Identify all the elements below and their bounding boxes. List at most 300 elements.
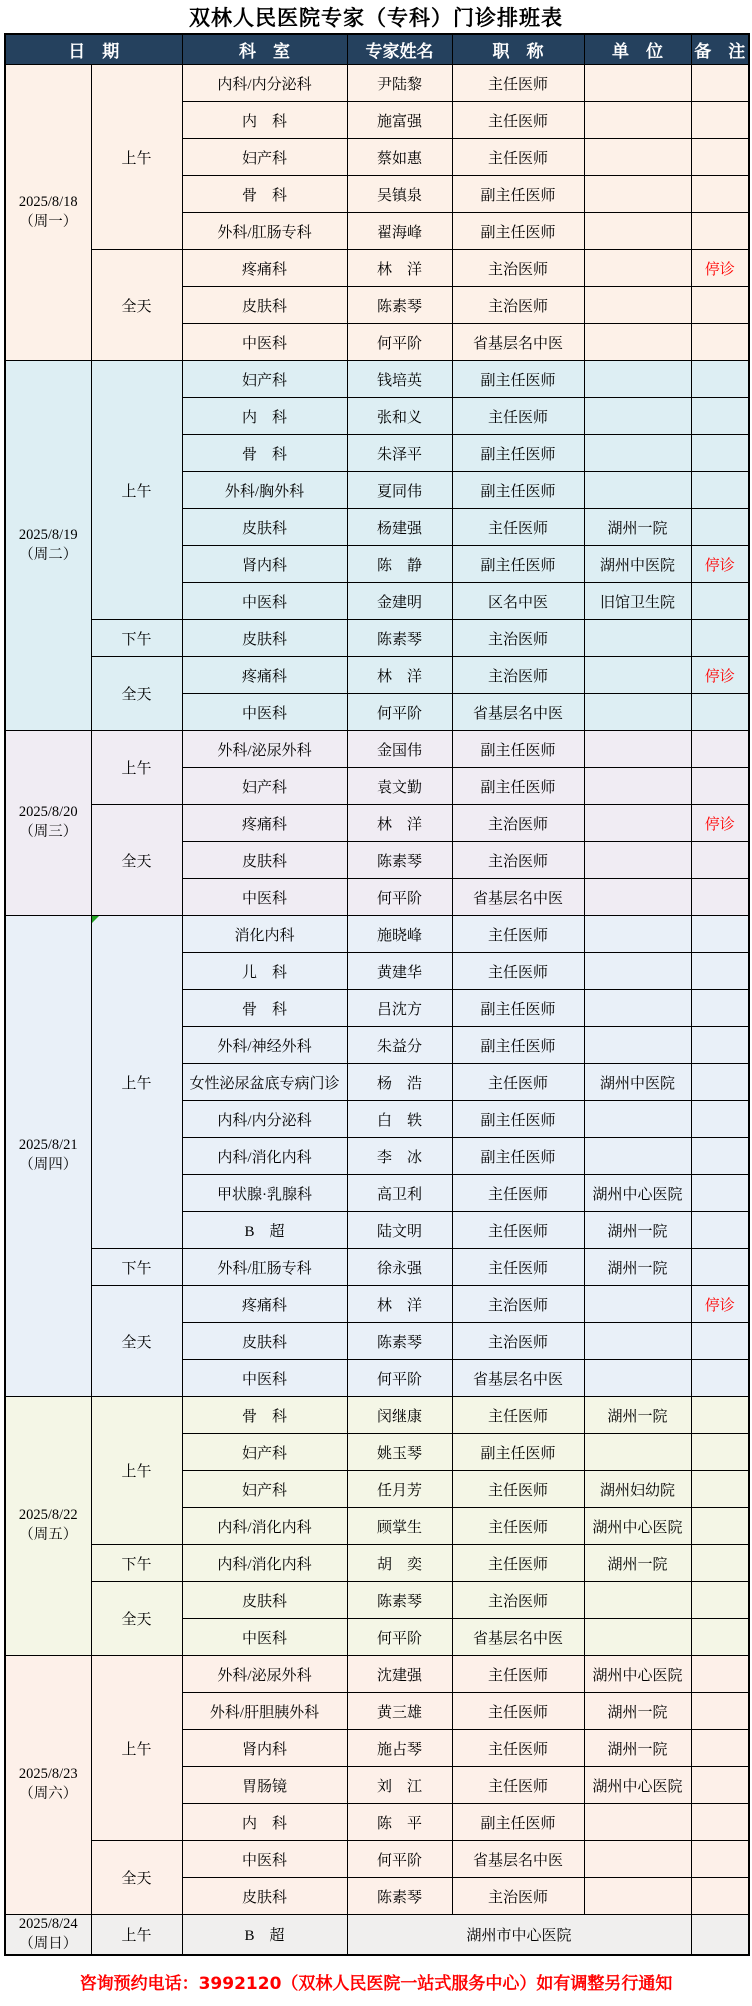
note-cell [691, 990, 749, 1027]
note-cell [691, 731, 749, 768]
note-cell [691, 1175, 749, 1212]
dept-cell: 外科/胸外科 [182, 472, 347, 509]
job-title-cell: 主任医师 [452, 1397, 584, 1434]
job-title-cell: 主任医师 [452, 65, 584, 102]
note-cell [691, 1212, 749, 1249]
date-cell [5, 1397, 91, 1656]
dept-cell: 内科/消化内科 [182, 1508, 347, 1545]
unit-cell [584, 1027, 691, 1064]
doctor-name-cell: 陆文明 [347, 1212, 452, 1249]
note-cell [691, 287, 749, 324]
note-cell [691, 1730, 749, 1767]
time-slot-cell: 上午 [91, 1656, 182, 1841]
stop-badge: 停诊 [704, 557, 735, 574]
doctor-name-cell: 何平阶 [347, 324, 452, 361]
unit-cell [584, 472, 691, 509]
schedule-row [5, 805, 749, 842]
job-title-cell: 副主任医师 [452, 213, 584, 250]
doctor-name-cell: 陈素琴 [347, 842, 452, 879]
dept-cell: 妇产科 [182, 768, 347, 805]
dept-cell: 骨 科 [182, 990, 347, 1027]
unit-cell: 湖州中心医院 [584, 1767, 691, 1804]
doctor-name-cell: 陈 静 [347, 546, 452, 583]
dept-cell: 皮肤科 [182, 1878, 347, 1915]
unit-cell [584, 1582, 691, 1619]
note-cell [691, 1471, 749, 1508]
unit-cell [584, 694, 691, 731]
note-cell [691, 1064, 749, 1101]
dept-cell: 疼痛科 [182, 805, 347, 842]
note-cell [691, 324, 749, 361]
job-title-cell: 主任医师 [452, 953, 584, 990]
job-title-cell: 主治医师 [452, 805, 584, 842]
schedule-row [5, 1286, 749, 1323]
job-title-cell: 副主任医师 [452, 472, 584, 509]
dept-cell: 中医科 [182, 694, 347, 731]
job-title-cell: 主治医师 [452, 657, 584, 694]
date-cell [5, 65, 91, 361]
dept-cell: 外科/泌尿外科 [182, 731, 347, 768]
date-text: 2025/8/22 [18, 1507, 78, 1524]
doctor-name-cell: 朱泽平 [347, 435, 452, 472]
note-cell [691, 472, 749, 509]
doctor-name-cell: 翟海峰 [347, 213, 452, 250]
job-title-cell: 主任医师 [452, 1656, 584, 1693]
unit-cell: 湖州中心医院 [584, 1508, 691, 1545]
stop-badge: 停诊 [704, 668, 735, 685]
time-slot-cell: 上午 [91, 1915, 182, 1956]
unit-cell [584, 139, 691, 176]
unit-cell [584, 287, 691, 324]
note-cell [691, 398, 749, 435]
doctor-name-cell: 陈素琴 [347, 620, 452, 657]
doctor-name-cell: 钱培英 [347, 361, 452, 398]
doctor-name-cell: 施富强 [347, 102, 452, 139]
dept-cell: 疼痛科 [182, 657, 347, 694]
doctor-name-cell: 黄三雄 [347, 1693, 452, 1730]
unit-cell: 湖州中医院 [584, 546, 691, 583]
unit-cell [584, 1138, 691, 1175]
note-cell [691, 213, 749, 250]
note-cell [691, 657, 749, 694]
unit-cell [584, 1841, 691, 1878]
doctor-name-cell: 何平阶 [347, 1619, 452, 1656]
dept-cell: 皮肤科 [182, 287, 347, 324]
unit-cell [584, 176, 691, 213]
job-title-cell: 主治医师 [452, 287, 584, 324]
unit-cell: 湖州一院 [584, 1397, 691, 1434]
job-title-cell: 主任医师 [452, 398, 584, 435]
date-cell [5, 731, 91, 916]
dept-cell: 中医科 [182, 1619, 347, 1656]
job-title-cell: 副主任医师 [452, 1138, 584, 1175]
unit-cell [584, 1360, 691, 1397]
schedule-row [5, 916, 749, 953]
doctor-name-cell: 杨建强 [347, 509, 452, 546]
unit-cell [584, 1619, 691, 1656]
doctor-name-cell: 何平阶 [347, 1841, 452, 1878]
job-title-cell: 主任医师 [452, 1767, 584, 1804]
note-cell [691, 1360, 749, 1397]
schedule-row [5, 657, 749, 694]
note-cell [691, 1101, 749, 1138]
job-title-cell: 副主任医师 [452, 731, 584, 768]
dept-cell: 外科/肛肠专科 [182, 213, 347, 250]
unit-cell [584, 1878, 691, 1915]
date-cell [5, 361, 91, 731]
header-row [5, 34, 749, 65]
unit-cell: 湖州一院 [584, 1730, 691, 1767]
time-slot-cell: 下午 [91, 1545, 182, 1582]
note-cell [691, 1027, 749, 1064]
dept-cell: 疼痛科 [182, 1286, 347, 1323]
doctor-name-cell: 胡 奕 [347, 1545, 452, 1582]
job-title-cell: 省基层名中医 [452, 1360, 584, 1397]
unit-cell [584, 324, 691, 361]
unit-cell [584, 805, 691, 842]
page-title: 双林人民医院专家（专科）门诊排班表 [189, 5, 563, 30]
job-title-cell: 主任医师 [452, 1175, 584, 1212]
note-cell [691, 435, 749, 472]
doctor-name-cell: 施晓峰 [347, 916, 452, 953]
dept-cell: 疼痛科 [182, 250, 347, 287]
time-slot-cell: 全天 [91, 250, 182, 361]
date-text: 2025/8/24 [18, 1916, 78, 1932]
time-slot-cell: 上午 [91, 731, 182, 805]
schedule-row [5, 1841, 749, 1878]
date-text: 2025/8/19 [18, 526, 78, 543]
dept-cell: 甲状腺·乳腺科 [182, 1175, 347, 1212]
unit-cell [584, 1323, 691, 1360]
dept-cell: 内 科 [182, 102, 347, 139]
time-slot-cell: 上午 [91, 361, 182, 620]
unit-cell: 湖州一院 [584, 1249, 691, 1286]
column-header-name: 专家姓名 [347, 34, 452, 65]
schedule-body [5, 65, 749, 1956]
dept-cell: 中医科 [182, 1841, 347, 1878]
unit-cell [584, 65, 691, 102]
doctor-name-cell: 陈素琴 [347, 1323, 452, 1360]
doctor-name-cell: 吕沈方 [347, 990, 452, 1027]
schedule-row [5, 1249, 749, 1286]
doctor-name-cell: 金国伟 [347, 731, 452, 768]
job-title-cell: 副主任医师 [452, 176, 584, 213]
date-text: 2025/8/20 [18, 804, 78, 821]
date-cell [5, 1915, 91, 1956]
unit-cell [584, 990, 691, 1027]
note-cell [691, 1249, 749, 1286]
stop-badge: 停诊 [704, 1297, 735, 1314]
unit-cell: 湖州一院 [584, 1212, 691, 1249]
note-cell [691, 768, 749, 805]
job-title-cell: 副主任医师 [452, 990, 584, 1027]
unit-cell [584, 657, 691, 694]
unit-cell: 湖州妇幼院 [584, 1471, 691, 1508]
dept-cell: 儿 科 [182, 953, 347, 990]
unit-cell [584, 1101, 691, 1138]
dept-cell: 外科/肛肠专科 [182, 1249, 347, 1286]
job-title-cell: 主任医师 [452, 1508, 584, 1545]
time-slot-cell: 全天 [91, 1841, 182, 1915]
dept-cell: 女性泌尿盆底专病门诊 [182, 1064, 347, 1101]
dept-cell: 内科/内分泌科 [182, 1101, 347, 1138]
doctor-name-cell: 陈素琴 [347, 287, 452, 324]
doctor-name-cell: 姚玉琴 [347, 1434, 452, 1471]
dept-cell: 皮肤科 [182, 509, 347, 546]
stop-badge: 停诊 [704, 261, 735, 278]
note-cell [691, 583, 749, 620]
job-title-cell: 副主任医师 [452, 1804, 584, 1841]
note-cell [691, 694, 749, 731]
doctor-name-cell: 林 洋 [347, 805, 452, 842]
weekday-text: （周一） [19, 213, 78, 230]
doctor-name-cell: 夏同伟 [347, 472, 452, 509]
job-title-cell: 主任医师 [452, 1064, 584, 1101]
dept-cell: 胃肠镜 [182, 1767, 347, 1804]
unit-cell [584, 361, 691, 398]
column-header-unit: 单 位 [584, 34, 691, 65]
job-title-cell: 省基层名中医 [452, 879, 584, 916]
schedule-row [5, 1915, 749, 1956]
unit-cell [584, 916, 691, 953]
stop-badge: 停诊 [704, 816, 735, 833]
job-title-cell: 主治医师 [452, 1286, 584, 1323]
dept-cell: 外科/肝胆胰外科 [182, 1693, 347, 1730]
time-slot-cell: 全天 [91, 657, 182, 731]
doctor-name-cell: 沈建强 [347, 1656, 452, 1693]
job-title-cell: 主任医师 [452, 1212, 584, 1249]
doctor-name-cell: 袁文勤 [347, 768, 452, 805]
unit-cell: 湖州中心医院 [584, 1656, 691, 1693]
dept-cell: 妇产科 [182, 1471, 347, 1508]
dept-cell: 皮肤科 [182, 1582, 347, 1619]
dept-cell: B 超 [182, 1915, 347, 1956]
job-title-cell: 省基层名中医 [452, 324, 584, 361]
note-cell [691, 1878, 749, 1915]
note-cell [691, 1841, 749, 1878]
dept-cell: 骨 科 [182, 176, 347, 213]
job-title-cell: 主治医师 [452, 842, 584, 879]
unit-cell: 湖州中医院 [584, 1064, 691, 1101]
doctor-name-cell: 林 洋 [347, 1286, 452, 1323]
unit-cell [584, 879, 691, 916]
unit-cell: 湖州一院 [584, 509, 691, 546]
note-cell [691, 1323, 749, 1360]
doctor-name-cell: 杨 浩 [347, 1064, 452, 1101]
schedule-row [5, 1397, 749, 1434]
date-cell [5, 916, 91, 1397]
note-cell [691, 1767, 749, 1804]
time-slot-cell: 上午 [91, 916, 182, 1249]
unit-cell [584, 250, 691, 287]
doctor-name-cell: 闵继康 [347, 1397, 452, 1434]
doctor-name-cell: 徐永强 [347, 1249, 452, 1286]
weekday-text: （周六） [19, 1786, 78, 1802]
job-title-cell: 主任医师 [452, 1249, 584, 1286]
note-cell [691, 102, 749, 139]
note-cell [691, 546, 749, 583]
job-title-cell: 区名中医 [452, 583, 584, 620]
doctor-name-cell: 陈素琴 [347, 1582, 452, 1619]
unit-cell [584, 953, 691, 990]
schedule-row [5, 361, 749, 398]
doctor-name-cell: 陈素琴 [347, 1878, 452, 1915]
time-slot-cell: 下午 [91, 620, 182, 657]
note-cell [691, 1804, 749, 1841]
doctor-name-cell: 林 洋 [347, 657, 452, 694]
schedule-row [5, 1545, 749, 1582]
time-slot-cell: 全天 [91, 1286, 182, 1397]
doctor-name-cell: 任月芳 [347, 1471, 452, 1508]
doctor-name-cell: 陈 平 [347, 1804, 452, 1841]
doctor-name-cell: 施占琴 [347, 1730, 452, 1767]
job-title-cell: 主任医师 [452, 1693, 584, 1730]
dept-cell: 皮肤科 [182, 620, 347, 657]
unit-cell [584, 768, 691, 805]
note-cell [691, 916, 749, 953]
note-cell [691, 620, 749, 657]
dept-cell: 中医科 [182, 583, 347, 620]
job-title-cell: 省基层名中医 [452, 694, 584, 731]
unit-cell [584, 1286, 691, 1323]
note-cell [691, 1434, 749, 1471]
note-cell [691, 1619, 749, 1656]
schedule-row [5, 250, 749, 287]
weekday-text: （周三） [19, 824, 78, 840]
dept-cell: 中医科 [182, 879, 347, 916]
job-title-cell: 副主任医师 [452, 1027, 584, 1064]
date-text: 2025/8/21 [18, 1137, 78, 1154]
unit-cell: 旧馆卫生院 [584, 583, 691, 620]
doctor-name-cell: 顾掌生 [347, 1508, 452, 1545]
dept-cell: 骨 科 [182, 1397, 347, 1434]
note-cell [691, 139, 749, 176]
note-cell [691, 1286, 749, 1323]
doctor-name-cell: 金建明 [347, 583, 452, 620]
note-cell [691, 1582, 749, 1619]
job-title-cell: 主任医师 [452, 509, 584, 546]
job-title-cell: 主治医师 [452, 1323, 584, 1360]
column-header-note: 备 注 [691, 34, 749, 65]
time-slot-cell: 全天 [91, 1582, 182, 1656]
doctor-name-cell: 黄建华 [347, 953, 452, 990]
doctor-name-cell: 白 轶 [347, 1101, 452, 1138]
note-cell [691, 879, 749, 916]
unit-cell [584, 620, 691, 657]
schedule-row [5, 620, 749, 657]
schedule-row [5, 65, 749, 102]
column-header-title: 职 称 [452, 34, 584, 65]
dept-cell: 妇产科 [182, 361, 347, 398]
dept-cell: 中医科 [182, 1360, 347, 1397]
dept-cell: 内 科 [182, 1804, 347, 1841]
note-cell [691, 509, 749, 546]
note-cell [691, 1545, 749, 1582]
dept-cell: 妇产科 [182, 139, 347, 176]
dept-cell: 肾内科 [182, 1730, 347, 1767]
unit-cell: 湖州一院 [584, 1693, 691, 1730]
doctor-name-cell: 李 冰 [347, 1138, 452, 1175]
job-title-cell: 主任医师 [452, 1471, 584, 1508]
unit-cell [584, 435, 691, 472]
dept-cell: 骨 科 [182, 435, 347, 472]
unit-cell [584, 213, 691, 250]
note-cell [691, 1508, 749, 1545]
schedule-row [5, 1656, 749, 1693]
weekday-text: （周二） [19, 546, 78, 563]
table-header [5, 34, 749, 65]
job-title-cell: 主任医师 [452, 916, 584, 953]
job-title-cell: 主治医师 [452, 1582, 584, 1619]
comment-marker-icon [92, 916, 99, 923]
job-title-cell: 省基层名中医 [452, 1619, 584, 1656]
doctor-name-cell: 张和义 [347, 398, 452, 435]
dept-cell: 中医科 [182, 324, 347, 361]
dept-cell: 内科/内分泌科 [182, 65, 347, 102]
dept-cell: 内科/消化内科 [182, 1138, 347, 1175]
dept-cell: 消化内科 [182, 916, 347, 953]
doctor-name-cell: 吴镇泉 [347, 176, 452, 213]
doctor-name-cell: 刘 江 [347, 1767, 452, 1804]
schedule-row [5, 1582, 749, 1619]
unit-cell: 湖州中心医院 [584, 1175, 691, 1212]
unit-cell [584, 731, 691, 768]
job-title-cell: 副主任医师 [452, 435, 584, 472]
job-title-cell: 副主任医师 [452, 768, 584, 805]
note-cell [691, 65, 749, 102]
time-slot-cell: 上午 [91, 65, 182, 250]
weekday-text: （周日） [19, 1935, 78, 1952]
date-cell [5, 1656, 91, 1915]
doctor-name-cell: 蔡如惠 [347, 139, 452, 176]
dept-cell: 肾内科 [182, 546, 347, 583]
dept-cell: 内科/消化内科 [182, 1545, 347, 1582]
schedule-row [5, 731, 749, 768]
unit-cell [584, 1434, 691, 1471]
note-cell [691, 361, 749, 398]
dept-cell: 外科/泌尿外科 [182, 1656, 347, 1693]
job-title-cell: 主治医师 [452, 620, 584, 657]
doctor-name-cell: 尹陆黎 [347, 65, 452, 102]
note-cell [691, 1397, 749, 1434]
doctor-name-cell: 高卫利 [347, 1175, 452, 1212]
date-text: 2025/8/23 [18, 1766, 78, 1783]
job-title-cell: 主任医师 [452, 1730, 584, 1767]
weekday-text: （周四） [19, 1157, 78, 1173]
doctor-name-cell: 林 洋 [347, 250, 452, 287]
job-title-cell: 副主任医师 [452, 361, 584, 398]
note-cell [691, 176, 749, 213]
weekday-text: （周五） [19, 1527, 78, 1543]
job-title-cell: 主治医师 [452, 250, 584, 287]
dept-cell: 妇产科 [182, 1434, 347, 1471]
doctor-name-cell: 朱益分 [347, 1027, 452, 1064]
unit-cell [584, 102, 691, 139]
note-cell [691, 1915, 749, 1956]
doctor-name-cell: 何平阶 [347, 1360, 452, 1397]
unit-cell [584, 398, 691, 435]
merged-unit-cell: 湖州市中心医院 [347, 1915, 691, 1956]
unit-cell [584, 1804, 691, 1841]
time-slot-cell: 上午 [91, 1397, 182, 1545]
dept-cell: 外科/神经外科 [182, 1027, 347, 1064]
time-slot-cell: 全天 [91, 805, 182, 916]
dept-cell: B 超 [182, 1212, 347, 1249]
job-title-cell: 主治医师 [452, 1878, 584, 1915]
column-header-date: 日 期 [5, 34, 182, 65]
note-cell [691, 250, 749, 287]
footer-notice: 咨询预约电话：3992120（双林人民医院一站式服务中心）如有调整另行通知 [79, 1973, 673, 1994]
